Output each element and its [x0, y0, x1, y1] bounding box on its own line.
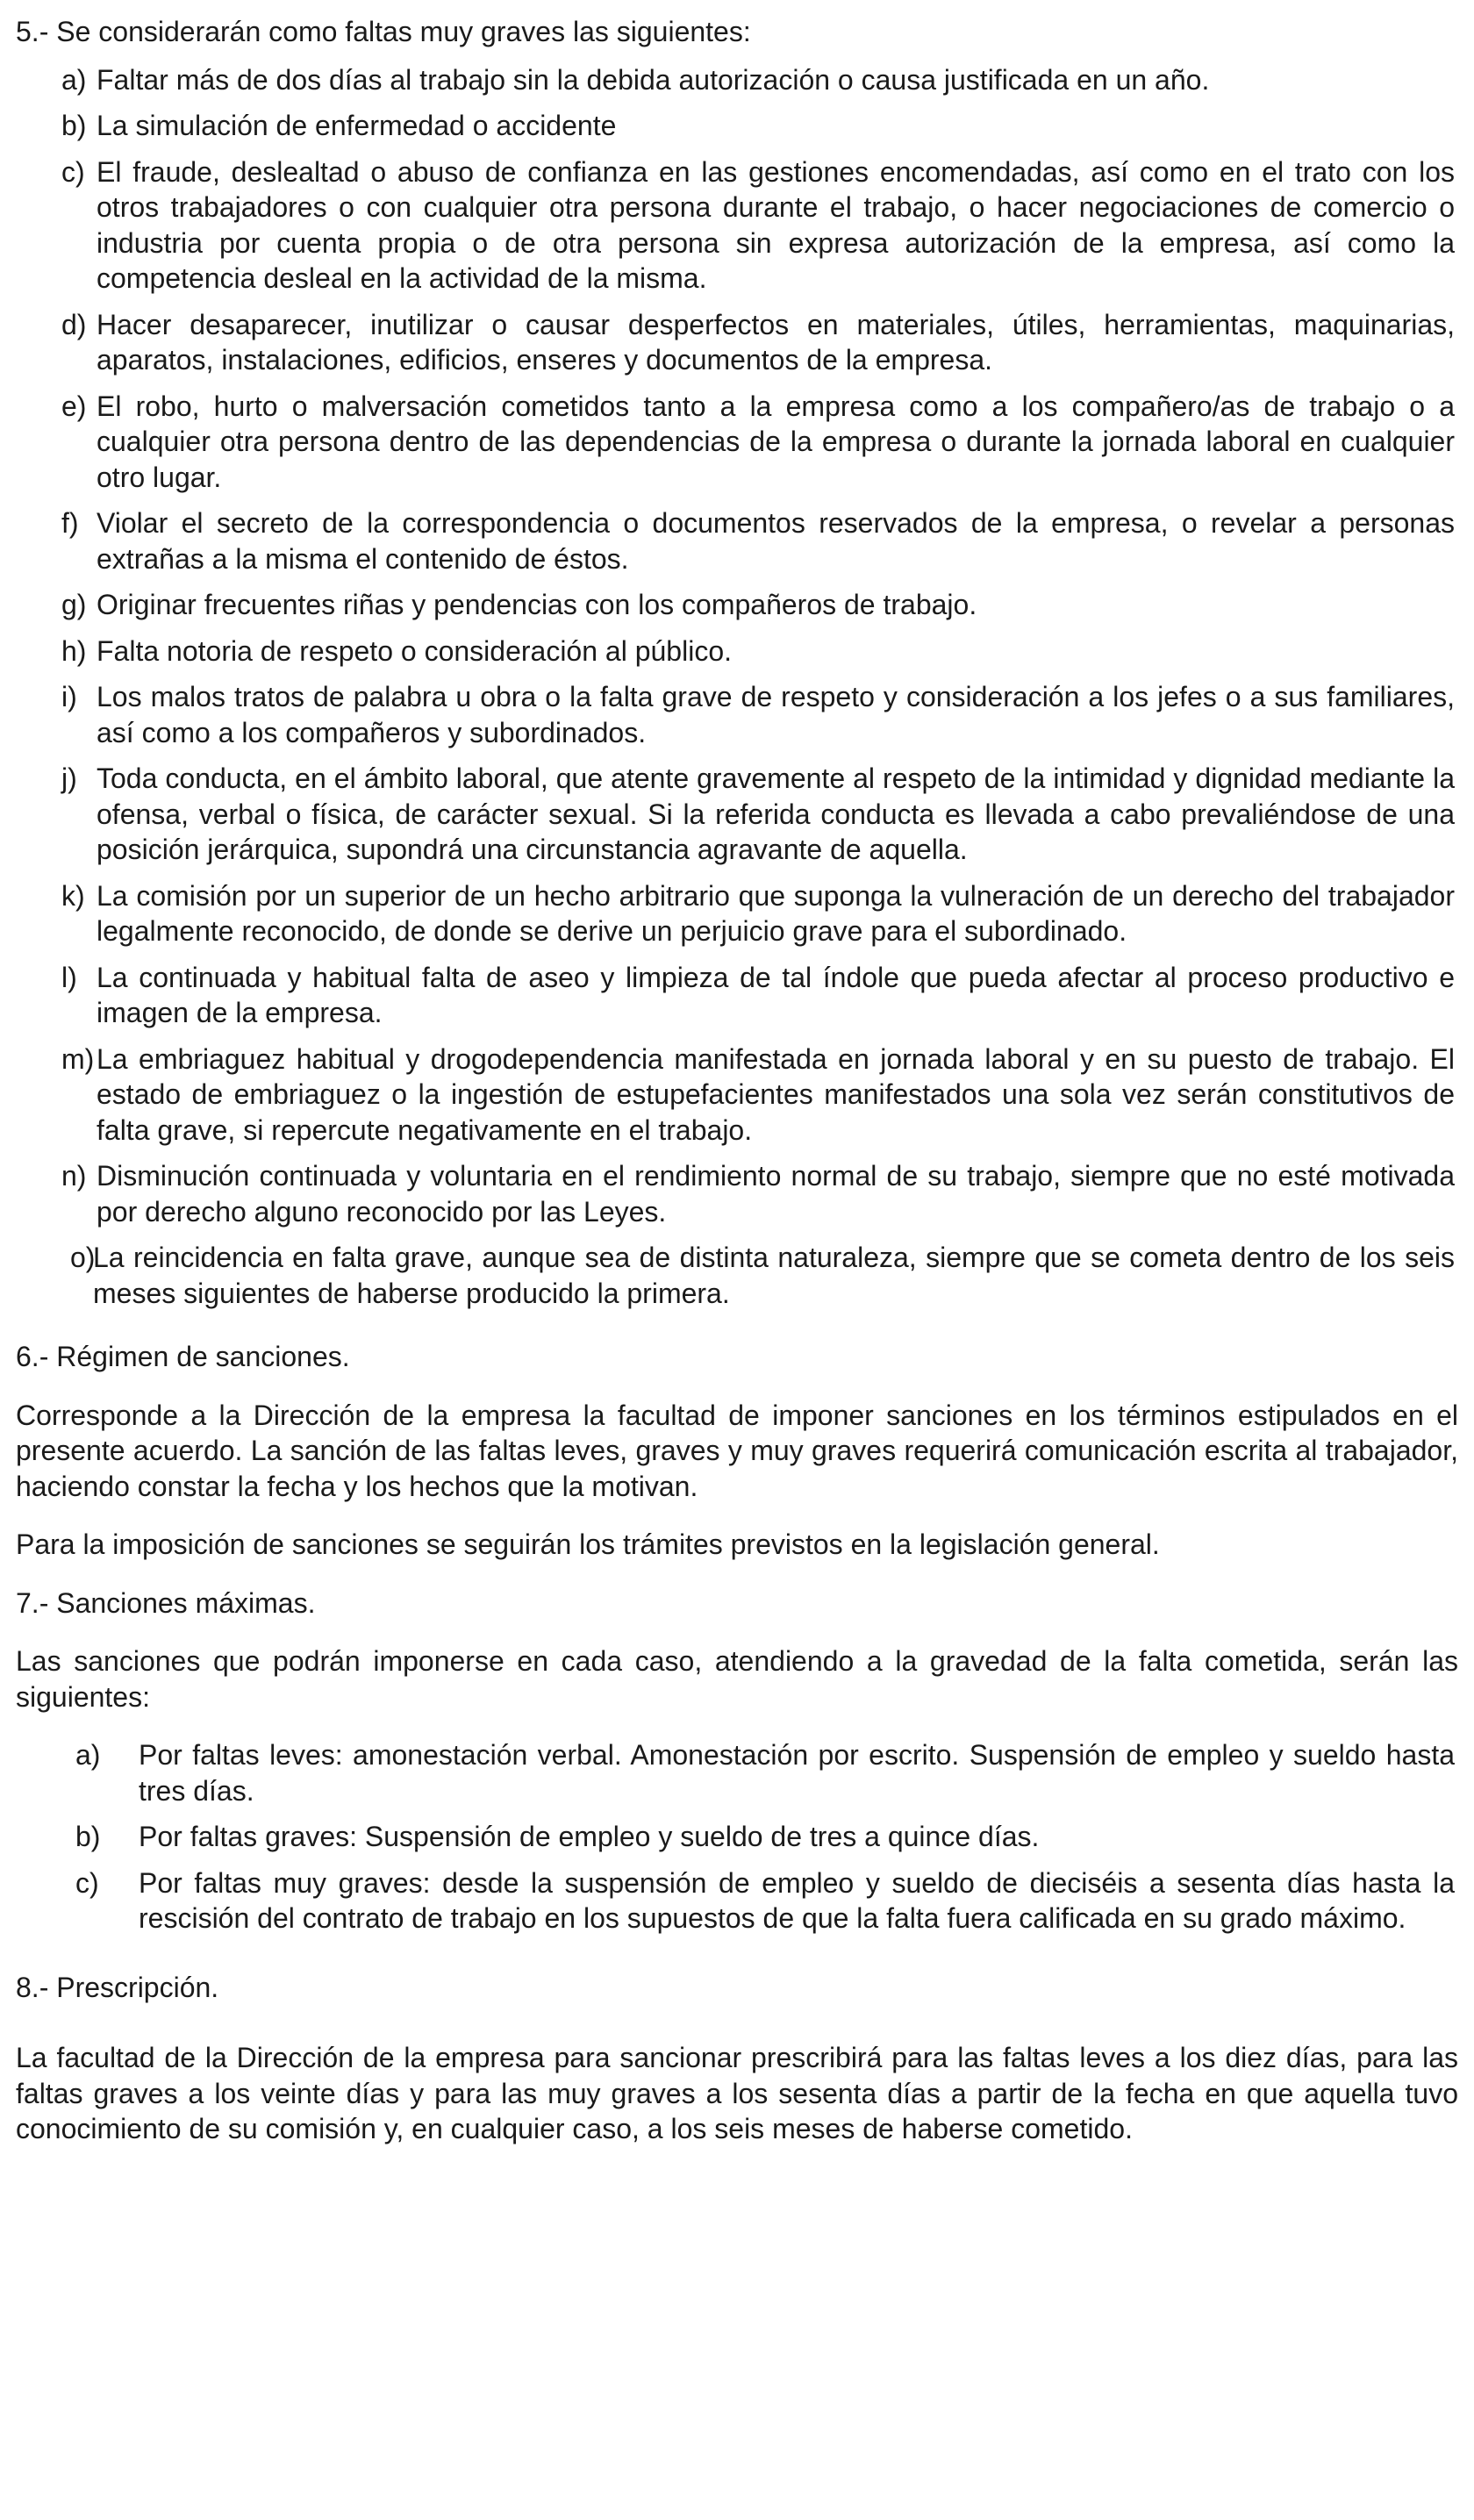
- list-item: [16, 389, 1458, 496]
- item-marker: g): [61, 589, 87, 620]
- list-item: [16, 62, 1458, 98]
- item-text: El fraude, deslealtad o abuso de confianza en las gestiones encomendadas, así como en el trato con los otros trabajadores o con cualquier otra persona durante el trabajo, o hacer negociaciones de comercio o industria por cuenta propia o de otra persona sin expresa autorización de la empresa, así como la competencia desleal en la actividad de la misma.: [97, 155, 1455, 294]
- item-marker: b): [61, 110, 87, 141]
- list-item: [16, 878, 1458, 949]
- item-text: El robo, hurto o malversación cometidos tanto a la empresa como a los compañero/as de trabajo o a cualquier otra persona dentro de las dependencias de la empresa o durante la jornada laboral en cualquier otro lugar.: [97, 390, 1455, 493]
- list-item: [16, 1042, 1458, 1149]
- section-7-intro: Las sanciones que podrán imponerse en cada caso, atendiendo a la gravedad de la falta cometida, serán las siguientes:: [16, 1645, 1458, 1713]
- item-text: La continuada y habitual falta de aseo y limpieza de tal índole que pueda afectar al proceso productivo e imagen de la empresa.: [97, 961, 1455, 1028]
- item-marker: c): [61, 155, 85, 188]
- item-text: Por faltas graves: Suspensión de empleo y sueldo de tres a quince días.: [139, 1821, 1040, 1852]
- item-text: Faltar más de dos días al trabajo sin la debida autorización o causa justificada en un año.: [97, 63, 1210, 96]
- item-text: La embriaguez habitual y drogodependencia manifestada en jornada laboral y en su puesto de trabajo. El estado de embriaguez o la ingestión de estupefacientes manifestados una sola vez serán constitutivos de falta grave, si repercute negativamente en el trabajo.: [97, 1042, 1455, 1146]
- list-item: [16, 1240, 1458, 1311]
- item-text: Hacer desaparecer, inutilizar o causar desperfectos en materiales, útiles, herramientas, maquinarias, aparatos, instalaciones, edificios, enseres y documentos de la empresa.: [97, 308, 1455, 376]
- list-item: [16, 960, 1458, 1031]
- item-marker: j): [61, 762, 77, 794]
- list-item: [16, 307, 1458, 378]
- item-marker: f): [61, 507, 79, 539]
- item-marker: m): [61, 1042, 95, 1075]
- item-text: La reincidencia en falta grave, aunque sea de distinta naturaleza, siempre que se cometa dentro de los seis meses siguientes de haberse producido la primera.: [93, 1242, 1455, 1309]
- list-item: [16, 505, 1458, 576]
- item-text: Por faltas leves: amonestación verbal. Amonestación por escrito. Suspensión de empleo y sueldo hasta tres días.: [139, 1739, 1455, 1807]
- list-item: [16, 634, 1458, 669]
- list-item: [16, 1737, 1458, 1808]
- item-text: La simulación de enfermedad o accidente: [97, 110, 617, 141]
- item-marker: b): [75, 1821, 101, 1852]
- section-6-paragraph-1: Corresponde a la Dirección de la empresa la facultad de imponer sanciones en los términos estipulados en el presente acuerdo. La sanción de las faltas leves, graves y muy graves requerirá comunicación escrita al trabajador, haciendo constar la fecha y los hechos que la motivan.: [16, 1399, 1458, 1502]
- section-7-list: [16, 1737, 1458, 1937]
- item-text: Falta notoria de respeto o consideración al público.: [97, 634, 732, 667]
- item-marker: i): [61, 681, 77, 712]
- list-item: [16, 679, 1458, 750]
- item-text: Por faltas muy graves: desde la suspensión de empleo y sueldo de dieciséis a sesenta días hasta la rescisión del contrato de trabajo en los supuestos de que la falta fuera calificada en su grado máximo.: [139, 1866, 1455, 1934]
- item-marker: n): [61, 1160, 87, 1192]
- item-text: Originar frecuentes riñas y pendencias con los compañeros de trabajo.: [97, 589, 977, 620]
- list-item: [16, 587, 1458, 623]
- item-text: La comisión por un superior de un hecho arbitrario que suponga la vulneración de un derecho del trabajador legalmente reconocido, de donde se derive un perjuicio grave para el subordinado.: [97, 879, 1455, 947]
- section-8-paragraph-1: La facultad de la Dirección de la empresa para sancionar prescribirá para las faltas leves a los diez días, para las faltas graves a los veinte días y para las muy graves a los sesenta días a partir de la fecha en que aquella tuvo conocimiento de su comisión y, en cualquier caso, a los seis meses de haberse cometido.: [16, 2042, 1458, 2144]
- list-item: [16, 154, 1458, 297]
- item-marker: a): [75, 1739, 101, 1771]
- list-item: [16, 1819, 1458, 1855]
- list-item: [16, 1158, 1458, 1229]
- item-text: Violar el secreto de la correspondencia o documentos reservados de la empresa, o revelar a personas extrañas a la misma el contenido de éstos.: [97, 507, 1455, 575]
- section-5-heading: 5.- Se considerarán como faltas muy graves las siguientes:: [16, 16, 751, 47]
- item-marker: k): [61, 879, 85, 912]
- list-item: [16, 1865, 1458, 1937]
- section-6-heading: 6.- Régimen de sanciones.: [16, 1341, 350, 1372]
- item-marker: e): [61, 390, 87, 422]
- list-item: [16, 761, 1458, 868]
- item-marker: o): [70, 1242, 96, 1273]
- item-text: Los malos tratos de palabra u obra o la falta grave de respeto y consideración a los jefes o a sus familiares, así como a los compañeros y subordinados.: [97, 681, 1455, 748]
- item-marker: d): [61, 308, 87, 340]
- item-text: Disminución continuada y voluntaria en el rendimiento normal de su trabajo, siempre que no esté motivada por derecho alguno reconocido por las Leyes.: [97, 1160, 1455, 1228]
- item-marker: h): [61, 634, 87, 667]
- section-6-paragraph-2: Para la imposición de sanciones se seguirán los trámites previstos en la legislación general.: [16, 1528, 1160, 1560]
- item-text: Toda conducta, en el ámbito laboral, que atente gravemente al respeto de la intimidad y dignidad mediante la ofensa, verbal o física, de carácter sexual. Si la referida conducta es llevada a cabo prevaliéndose de una posición jerárquica, supondrá una circunstancia agravante de aquella.: [97, 762, 1455, 865]
- section-5-list: [16, 62, 1458, 1312]
- item-marker: l): [61, 961, 77, 993]
- item-marker: a): [61, 63, 87, 96]
- item-marker: c): [75, 1866, 99, 1899]
- section-8-heading: 8.- Prescripción.: [16, 1971, 219, 2003]
- list-item: [16, 108, 1458, 144]
- section-7-heading: 7.- Sanciones máximas.: [16, 1586, 316, 1619]
